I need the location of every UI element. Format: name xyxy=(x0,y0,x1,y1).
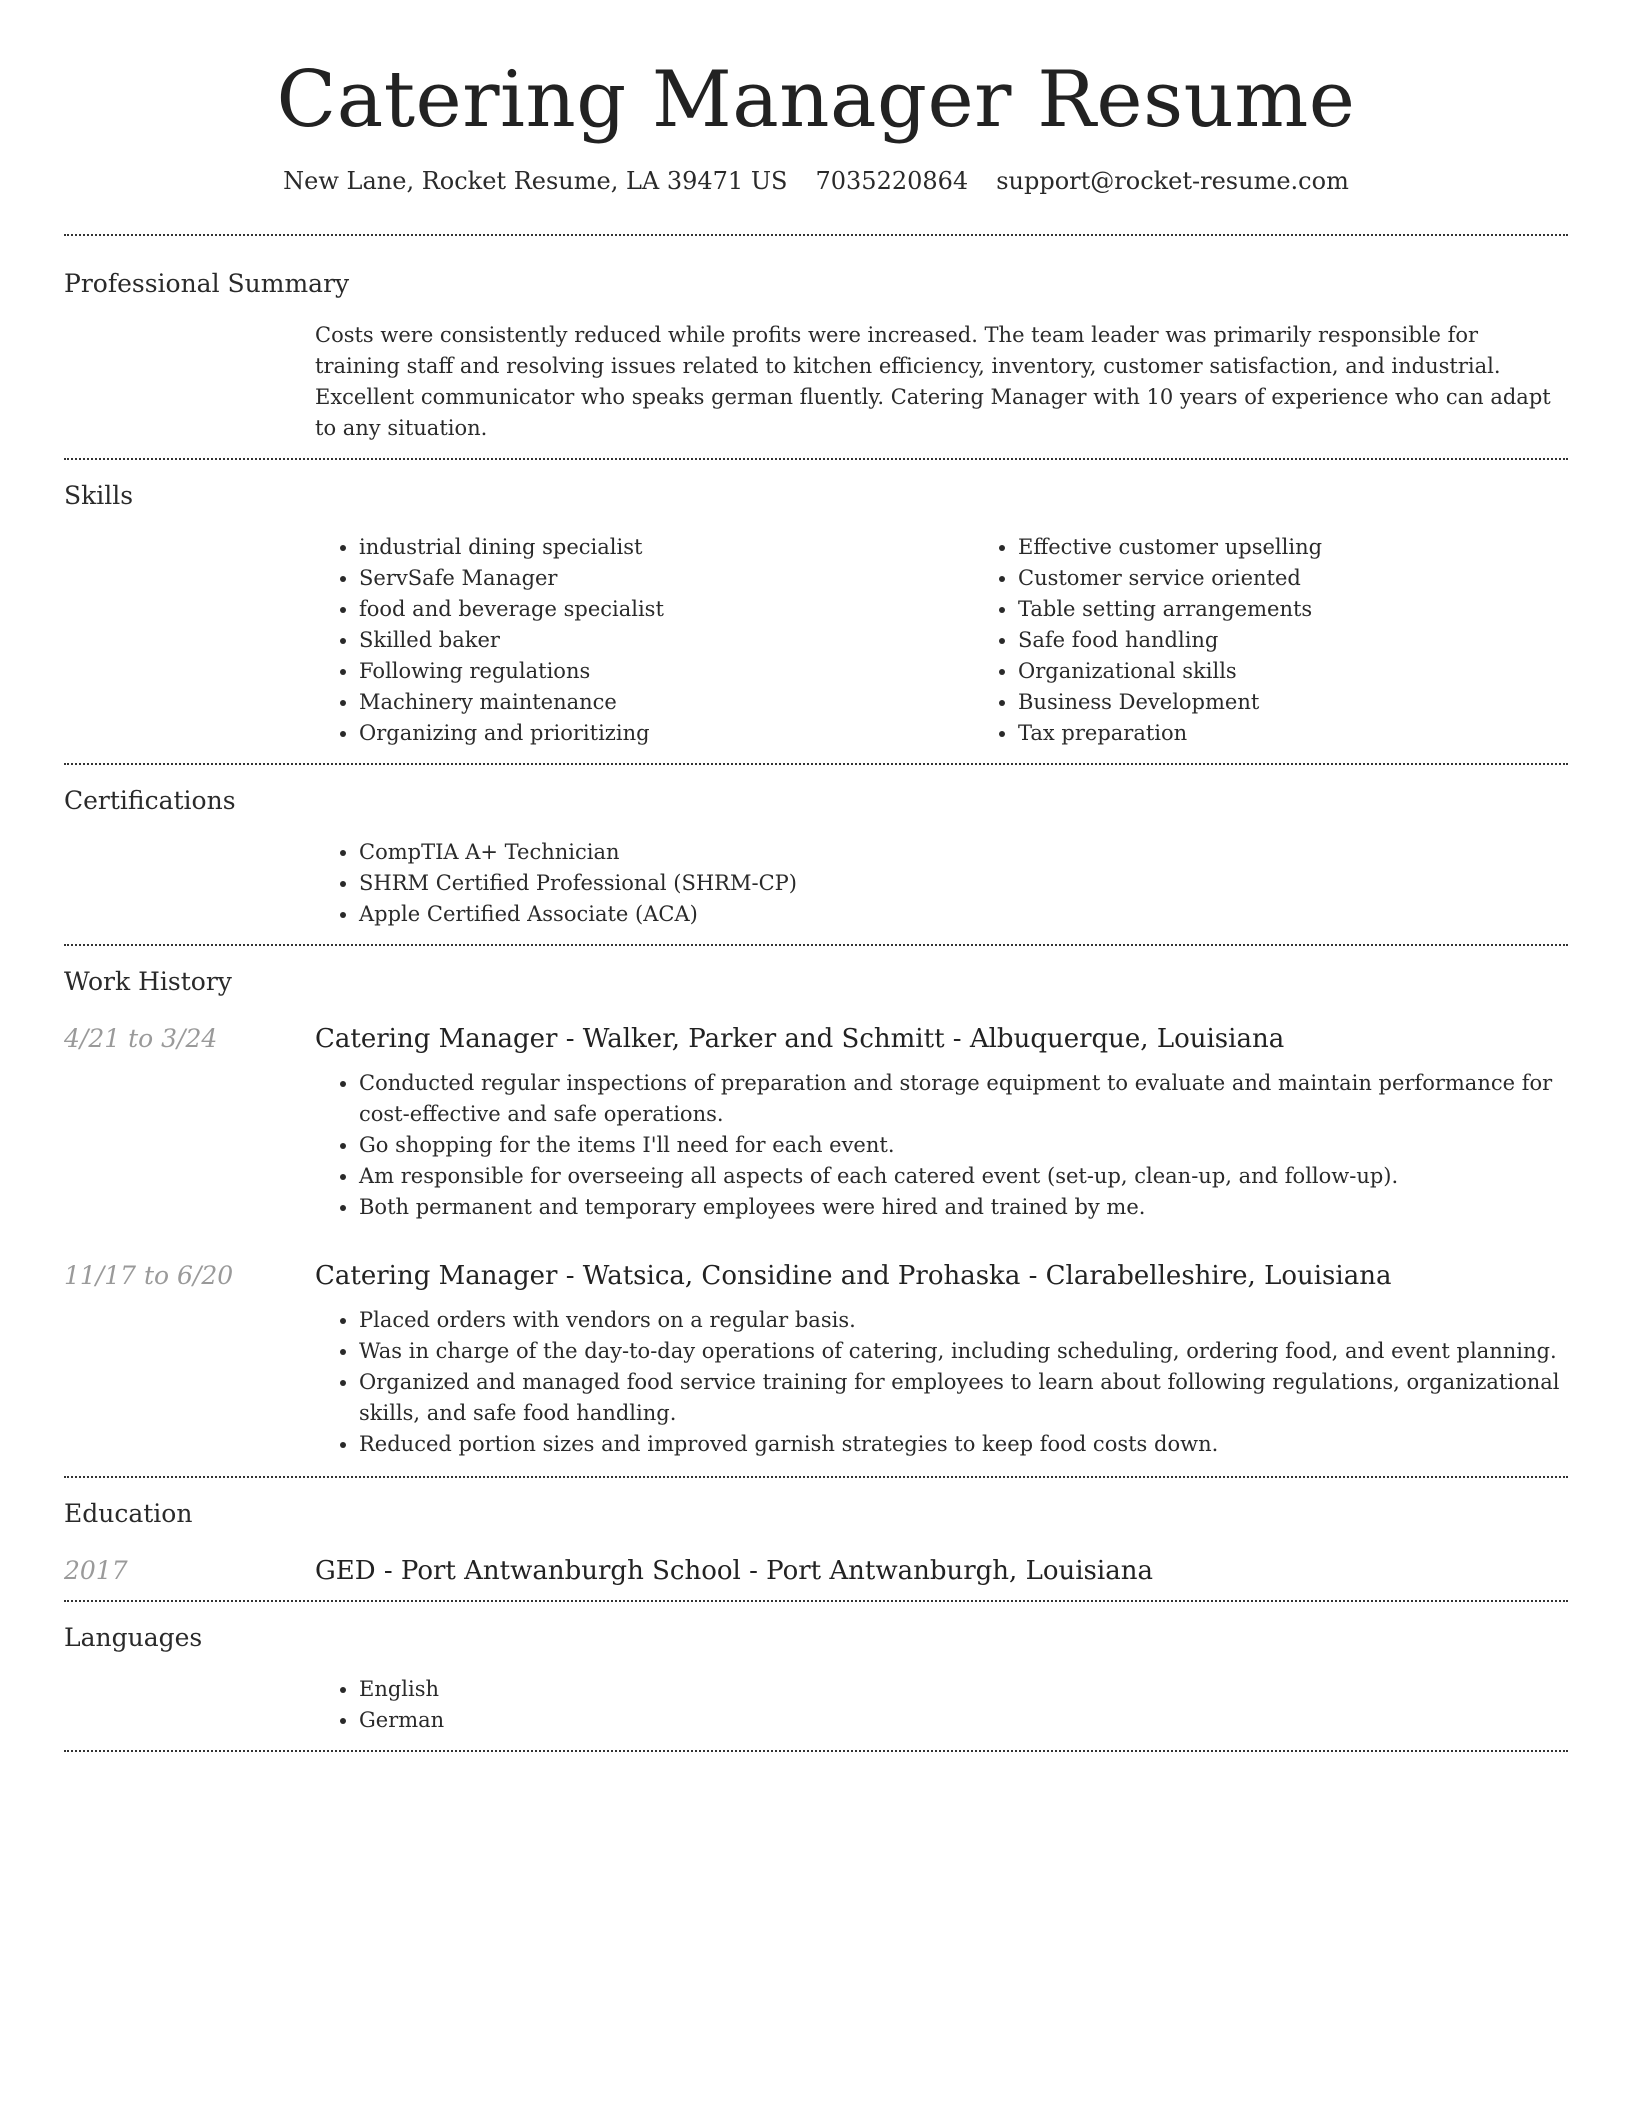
section-divider xyxy=(64,1750,1568,1752)
section-title-work: Work History xyxy=(64,967,232,996)
job-bullet: • Am responsible for overseeing all aspects of each catered event (set-up, clean-up, and follow-up). xyxy=(359,1161,1568,1192)
skills-row xyxy=(64,514,1568,763)
job-bullet: • Conducted regular inspections of preparation and storage equipment to evaluate and maintain performance for cost-effective and safe operations. xyxy=(359,1068,1568,1130)
certification-item: • CompTIA A+ Technician xyxy=(359,837,1568,868)
summary-section xyxy=(64,236,1568,458)
certifications-list xyxy=(315,837,1568,930)
skill-item: • Customer service oriented xyxy=(1018,563,1632,594)
skill-item: • Effective customer upselling xyxy=(1018,532,1632,563)
job-bullets xyxy=(315,1305,1568,1460)
section-title-certifications: Certifications xyxy=(64,786,236,815)
education-degree: GED - Port Antwanburgh School - Port Antwanburgh, Louisiana xyxy=(315,1556,1153,1586)
skill-item: • Skilled baker xyxy=(359,625,974,656)
work-history-section xyxy=(64,946,1568,1476)
languages-block xyxy=(315,1656,1568,1750)
certifications-section xyxy=(64,765,1568,944)
skill-item: • Machinery maintenance xyxy=(359,687,974,718)
job-bullets-row xyxy=(64,1056,1568,1223)
job-bullets-row xyxy=(64,1293,1568,1460)
job-bullet: • Go shopping for the items I'll need for each event. xyxy=(359,1130,1568,1161)
language-item: • German xyxy=(359,1705,1568,1736)
job-header xyxy=(64,1259,1568,1293)
job-title: Catering Manager - Watsica, Considine and Prohaska - Clarabelleshire, Louisiana xyxy=(315,1261,1392,1291)
certifications-block xyxy=(315,819,1568,944)
certification-item: • SHRM Certified Professional (SHRM-CP) xyxy=(359,868,1568,899)
skill-item: • Tax preparation xyxy=(1018,718,1632,749)
languages-section xyxy=(64,1602,1568,1750)
job-title: Catering Manager - Walker, Parker and Schmitt - Albuquerque, Louisiana xyxy=(315,1024,1285,1054)
skills-list-right xyxy=(974,532,1632,749)
skill-item: • Organizing and prioritizing xyxy=(359,718,974,749)
certification-item: • Apple Certified Associate (ACA) xyxy=(359,899,1568,930)
summary-row xyxy=(64,302,1568,458)
job-bullet: • Organized and managed food service training for employees to learn about following regulations, organizational skills, and safe food handling. xyxy=(359,1367,1568,1429)
job-entry xyxy=(64,1223,1568,1460)
skill-item: • food and beverage specialist xyxy=(359,594,974,625)
skill-item: • Organizational skills xyxy=(1018,656,1632,687)
section-title-summary: Professional Summary xyxy=(64,269,350,298)
languages-row xyxy=(64,1656,1568,1750)
resume-title: Catering Manager Resume xyxy=(276,55,1356,145)
skill-item: • Table setting arrangements xyxy=(1018,594,1632,625)
certifications-row xyxy=(64,819,1568,944)
section-title-languages: Languages xyxy=(64,1623,203,1652)
skills-grid xyxy=(315,514,1632,763)
resume-header xyxy=(64,0,1568,198)
contact-email: support@rocket-resume.com xyxy=(996,167,1349,195)
job-dates: 11/17 to 6/20 xyxy=(64,1261,234,1290)
job-bullet: • Placed orders with vendors on a regular basis. xyxy=(359,1305,1568,1336)
job-bullets xyxy=(315,1068,1568,1223)
job-bullet-list xyxy=(315,1068,1568,1223)
job-bullet: • Reduced portion sizes and improved garnish strategies to keep food costs down. xyxy=(359,1429,1568,1460)
skill-item: • ServSafe Manager xyxy=(359,563,974,594)
section-title-skills: Skills xyxy=(64,481,134,510)
skill-item: • Business Development xyxy=(1018,687,1632,718)
contact-address: New Lane, Rocket Resume, LA 39471 US xyxy=(283,167,788,195)
education-section xyxy=(64,1478,1568,1600)
job-bullet: • Was in charge of the day-to-day operations of catering, including scheduling, ordering food, and event planning. xyxy=(359,1336,1568,1367)
skills-list-left xyxy=(315,532,974,749)
language-item: • English xyxy=(359,1674,1568,1705)
job-header xyxy=(64,1022,1568,1056)
summary-text: Costs were consistently reduced while profits were increased. The team leader was primarily responsible for training staff and resolving issues related to kitchen efficiency, inventory, customer satisfaction, and industrial. Excellent communicator who speaks german fluently. Catering Manager with 10 years of experience who can adapt to any situation. xyxy=(315,323,1551,440)
job-bullet-list xyxy=(315,1305,1568,1460)
contact-line xyxy=(64,164,1568,198)
education-year: 2017 xyxy=(64,1556,128,1585)
languages-list xyxy=(315,1674,1568,1736)
job-dates: 4/21 to 3/24 xyxy=(64,1024,218,1053)
section-title-education: Education xyxy=(64,1499,193,1528)
job-entry xyxy=(64,1000,1568,1223)
skill-item: • Safe food handling xyxy=(1018,625,1632,656)
contact-phone: 7035220864 xyxy=(815,167,969,195)
job-bullet: • Both permanent and temporary employees were hired and trained by me. xyxy=(359,1192,1568,1223)
skill-item: • industrial dining specialist xyxy=(359,532,974,563)
education-entry xyxy=(64,1532,1568,1600)
skills-section xyxy=(64,460,1568,763)
skill-item: • Following regulations xyxy=(359,656,974,687)
